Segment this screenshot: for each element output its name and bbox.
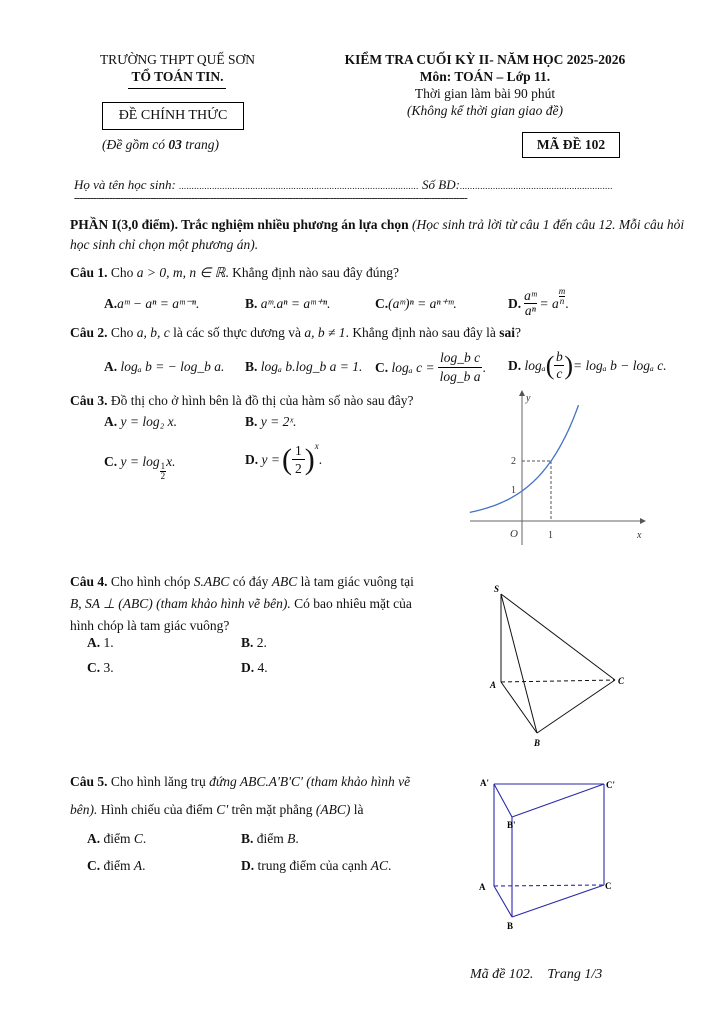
edge-BC bbox=[512, 885, 604, 917]
header-underline bbox=[128, 88, 226, 89]
vertex-S: S bbox=[494, 584, 500, 594]
q1-option-b[interactable]: B. aᵐ.aⁿ = aᵐ⁺ⁿ. bbox=[245, 296, 331, 311]
exam-code-box: MÃ ĐỀ 102 bbox=[522, 132, 620, 158]
q1-option-d[interactable]: D. $\frac{\text{aᵐ}}{\text{aⁿ}}$ = a m n . bbox=[508, 286, 569, 318]
time-note: (Không kể thời gian giao đề) bbox=[406, 103, 564, 118]
question-1: Câu 1. Cho a > 0, m, n ∈ ℝ. Khẳng định nào sau đây đúng? bbox=[70, 265, 399, 280]
separator-line: ------------------------------------------------------------------------------------------------------------------------------------------------ bbox=[74, 193, 468, 204]
student-name-row: Họ và tên học sinh: .............................................................................................. Số BD:............................................................ bbox=[74, 177, 613, 192]
q2-option-c[interactable]: C. logₐ c = $\frac{\text{log\_b c}}{\text{log\_b a}}$ . bbox=[375, 350, 486, 384]
pages-note: (Đề gồm có 03 trang) bbox=[102, 137, 219, 152]
edge-SB bbox=[501, 594, 537, 733]
q5-option-d[interactable]: D. trung điểm của cạnh AC. bbox=[241, 858, 392, 873]
q5-option-a[interactable]: A. điểm C. bbox=[87, 831, 147, 846]
question-5: Câu 5. Cho hình lăng trụ đứng ABC.A'B'C' (tham khảo hình vẽ bên). Hình chiếu của điểm C' trên mặt phẳng (ABC) là bbox=[70, 774, 411, 817]
origin-label: O bbox=[510, 528, 518, 540]
vertex-A1: A' bbox=[480, 778, 489, 788]
tick-y-2: 2 bbox=[511, 456, 516, 467]
q4-pyramid-figure bbox=[485, 578, 635, 753]
q4-option-d[interactable]: D. 4. bbox=[241, 660, 268, 675]
q5-option-c[interactable]: C. điểm A. bbox=[87, 858, 146, 873]
edge-AB bbox=[501, 682, 537, 733]
group-name: TỔ TOÁN TIN. bbox=[131, 69, 224, 84]
q3-option-b[interactable]: B. y = 2ˣ. bbox=[245, 414, 297, 429]
question-3: Câu 3. Đồ thị cho ở hình bên là đồ thị của hàm số nào sau đây? bbox=[70, 393, 414, 408]
subject: Môn: TOÁN – Lớp 11. bbox=[419, 69, 551, 84]
edge-A1B1 bbox=[494, 784, 512, 817]
vertex-A: A bbox=[479, 882, 486, 892]
vertex-C1: C' bbox=[606, 780, 615, 790]
x-axis-label: x bbox=[637, 530, 642, 541]
vertex-B1: B' bbox=[507, 820, 516, 830]
vertex-B: B bbox=[507, 921, 514, 931]
exponential-curve bbox=[470, 405, 579, 512]
q3-function-graph bbox=[465, 385, 655, 550]
edge-AC-hidden bbox=[501, 680, 615, 682]
edge-AB bbox=[494, 886, 512, 917]
school-name: TRƯỜNG THPT QUẾ SƠN bbox=[99, 52, 256, 67]
edge-SC bbox=[501, 594, 615, 680]
q3-option-a[interactable]: A. y = log₂ x. bbox=[104, 414, 178, 429]
edge-BC bbox=[537, 680, 615, 733]
q1-option-a[interactable]: A.aᵐ − aⁿ = aᵐ⁻ⁿ. bbox=[104, 296, 200, 311]
q3-option-d[interactable]: D. y = ( 1 2 ) x . bbox=[245, 440, 323, 476]
time-limit: Thời gian làm bài 90 phút bbox=[414, 86, 556, 101]
q2-option-d[interactable]: D. logₐ ( b c ) = logₐ b − logₐ c. bbox=[508, 349, 667, 381]
q2-option-b[interactable]: B. logₐ b.log_b a = 1. bbox=[245, 359, 363, 374]
q3-option-c[interactable]: C. y = log 1 2 x. bbox=[104, 454, 176, 481]
part1-heading: PHẦN I(3,0 điểm). Trắc nghiệm nhiều phương án lựa chọn (Học sinh trả lời từ câu 1 đến câu 12. Mỗi câu hỏi học sinh chỉ chọn một phương án). bbox=[70, 217, 685, 252]
q4-option-a[interactable]: A. 1. bbox=[87, 635, 114, 650]
official-badge: ĐỀ CHÍNH THỨC bbox=[102, 102, 244, 130]
vertex-B: B bbox=[534, 738, 541, 748]
question-2: Câu 2. Cho a, b, c là các số thực dương và a, b ≠ 1. Khẳng định nào sau đây là sai? bbox=[70, 325, 522, 340]
q5-prism-figure bbox=[474, 770, 624, 935]
page-footer: Mã đề 102. Trang 1/3 bbox=[470, 967, 603, 982]
vertex-C: C bbox=[618, 676, 625, 686]
tick-y-1: 1 bbox=[511, 485, 516, 496]
question-4: Câu 4. Cho hình chóp S.ABC có đáy ABC là tam giác vuông tại B, SA ⊥ (ABC) (tham khảo hình vẽ bên). Có bao nhiêu mặt của hình chóp là tam giác vuông? bbox=[70, 574, 414, 633]
q4-option-b[interactable]: B. 2. bbox=[241, 635, 267, 650]
q1-option-c[interactable]: C.(aᵐ)ⁿ = aⁿ⁺ᵐ. bbox=[375, 296, 457, 311]
exam-title: KIỂM TRA CUỐI KỲ II- NĂM HỌC 2025-2026 bbox=[344, 52, 626, 67]
vertex-A: A bbox=[490, 680, 497, 690]
q2-option-a[interactable]: A. logₐ b = − log_b a. bbox=[104, 359, 225, 374]
vertex-C: C bbox=[605, 881, 612, 891]
q5-option-b[interactable]: B. điểm B. bbox=[241, 831, 299, 846]
edge-B1C1 bbox=[512, 784, 604, 817]
edge-AC-hidden bbox=[494, 885, 604, 886]
tick-x-1: 1 bbox=[548, 530, 553, 541]
y-axis-label: y bbox=[526, 393, 531, 404]
q4-option-c[interactable]: C. 3. bbox=[87, 660, 114, 675]
